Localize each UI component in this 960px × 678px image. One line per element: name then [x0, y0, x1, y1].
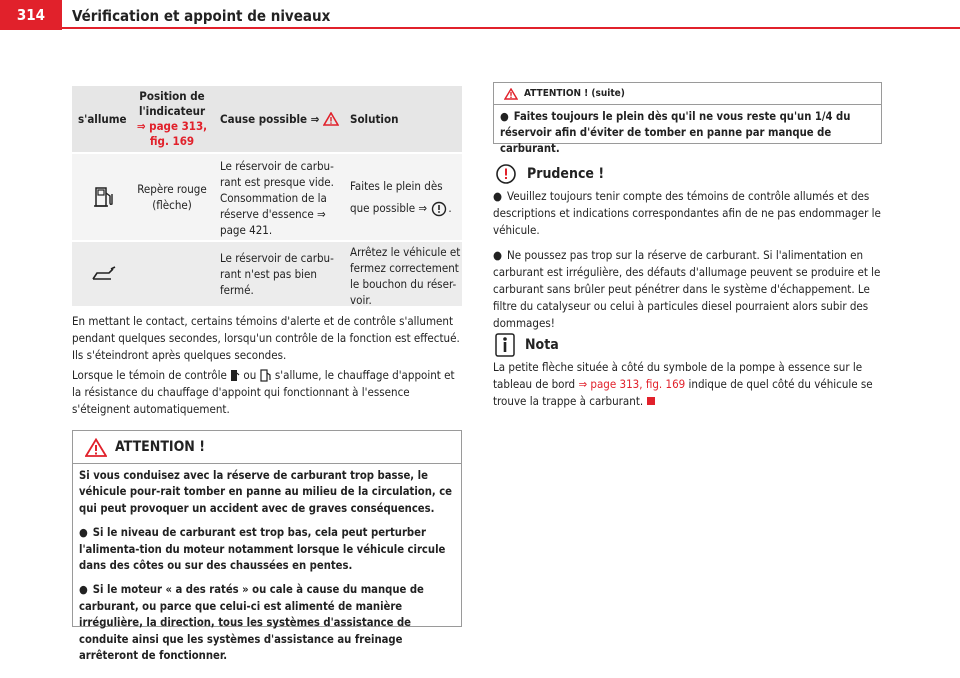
attention-box [72, 430, 462, 663]
row1-cause: Le réservoir de carbu-rant est presque vide. Consommation de la réserve d'essence ⇒ page 421. [220, 159, 334, 237]
heater-para-part1: Lorsque le témoin de contrôle [72, 368, 227, 382]
attention-suite-header [494, 83, 881, 104]
table-header-row [72, 86, 462, 152]
page-ref-link[interactable]: ⇒ page 313, [136, 119, 208, 133]
nota-heading [495, 333, 559, 357]
col-header-cause-label: Cause possible ⇒ [220, 112, 320, 126]
warning-triangle-icon [85, 438, 107, 457]
attention-title: ATTENTION ! [115, 439, 205, 455]
caution-circle-icon [430, 201, 448, 217]
fuel-pump-filled-icon [230, 369, 240, 382]
prudence-title: Prudence ! [527, 166, 605, 182]
attention-body [73, 463, 461, 664]
attention-para: Si vous conduisez avec la réserve de carburant trop basse, le véhicule pour-rait tomber en panne au milieu de la circulation, ce qui peut provoquer un accident avec de graves conséquences. [79, 469, 453, 515]
col-header-position-line2: l'indicateur [138, 104, 206, 118]
fuel-cap-icon [91, 265, 117, 283]
row2-symbol-cell [72, 242, 130, 306]
bullet: ● [500, 110, 509, 123]
nota-body [493, 359, 883, 410]
heater-para-part2: ou [243, 368, 257, 382]
col-header-lights: s'allume [78, 112, 127, 126]
warning-lamp-table [72, 86, 462, 306]
bullet: ● [493, 189, 503, 203]
info-note-icon [495, 333, 515, 357]
row1-position: Repère rouge (flèche) [137, 182, 207, 212]
attention-suite-title: ATTENTION ! (suite) [524, 88, 625, 99]
nota-title: Nota [525, 337, 559, 353]
heater-para-part3: s'allume, le chauffage d'appoint et la résistance du chauffage d'appoint qui fonctionnant à l'essence s'éteignent automatiquement. [72, 368, 455, 416]
heater-paragraph [72, 367, 464, 418]
intro-paragraph: En mettant le contact, certains témoins d'alerte et de contrôle s'allument pendant quelques secondes, lorsqu'un contrôle de la fonction est effectué. Ils s'éteindront après quelques secondes. [72, 314, 460, 362]
page-number: 314 [0, 0, 62, 30]
col-header-solution: Solution [350, 112, 399, 126]
row1-solution-text: Faites le plein dès que possible ⇒ [350, 179, 443, 215]
attention-suite-text: Faites toujours le plein dès qu'il ne vous reste qu'un 1/4 du réservoir afin d'éviter de tomber en panne par manque de carburant. [500, 110, 851, 155]
prudence-bullet [493, 247, 883, 332]
caution-circle-icon [495, 164, 517, 184]
row1-solution: Faites le plein dès que possible ⇒ . [350, 179, 452, 215]
page-title: Vérification et appoint de niveaux [72, 7, 331, 25]
attention-header [73, 431, 461, 463]
attention-bullet-text: Si le niveau de carburant est trop bas, cela peut perturber l'alimenta-tion du moteur notamment lorsque le véhicule circule dans des côtes ou sur des chaussées en pentes. [79, 526, 446, 573]
col-header-position-line1: Position de [139, 89, 205, 103]
prudence-heading [495, 164, 604, 184]
col-header-cause [214, 86, 344, 152]
bullet: ● [493, 248, 503, 262]
attention-suite-box [493, 82, 882, 155]
attention-suite-body [494, 104, 881, 157]
header-rule [62, 27, 960, 29]
warning-triangle-icon [323, 112, 339, 126]
prudence-bullet [493, 188, 883, 239]
table-row [72, 152, 462, 240]
page-figure-ref-link[interactable]: ⇒ page 313, fig. 169 [578, 377, 686, 391]
prudence-body [493, 188, 883, 340]
warning-triangle-icon [504, 88, 518, 100]
end-of-section-marker [647, 397, 655, 405]
bullet: ● [79, 526, 88, 540]
row2-position [130, 242, 214, 306]
attention-bullet [79, 582, 455, 664]
fuel-pump-icon [93, 185, 115, 209]
table-row [72, 240, 462, 306]
row2-cause: Le réservoir de carbu-rant n'est pas bien fermé. [220, 251, 334, 297]
attention-bullet [79, 525, 455, 574]
bullet: ● [79, 583, 88, 597]
row1-symbol-cell [72, 154, 130, 240]
fuel-pump-outline-icon [260, 369, 272, 382]
prudence-bullet-text: Ne poussez pas trop sur la réserve de carburant. Si l'alimentation en carburant est irrégulière, des défauts d'allumage peuvent se produire et le carburant sans brûler peut pénétrer dans le système d'échappement. Le filtre du catalyseur ou celui à particules diesel pourraient alors subir des dommages! [493, 248, 881, 330]
prudence-bullet-text: Veuillez toujours tenir compte des témoins de contrôle allumés et des descriptions et indications correspondantes afin de ne pas endommager le véhicule. [493, 189, 881, 237]
col-header-position [130, 86, 214, 152]
nota-text-part2: indique de quel côté du véhicule se trouve la trappe à carburant. [493, 377, 873, 408]
nota-text-part1: La petite flèche située à côté du symbole de la pompe à essence sur le tableau de bord [493, 360, 863, 391]
figure-ref-link[interactable]: fig. 169 [149, 134, 195, 148]
attention-bullet-text: Si le moteur « a des ratés » ou cale à cause du manque de carburant, ou parce que celui-ci est alimenté de manière irrégulière, la direction, tous les systèmes d'assistance de conduite ainsi que les systèmes d'assistance au freinage arrêteront de fonctionner. [79, 583, 424, 663]
row2-solution: Arrêtez le véhicule et fermez correctement le bouchon du réser-voir. [350, 245, 461, 307]
